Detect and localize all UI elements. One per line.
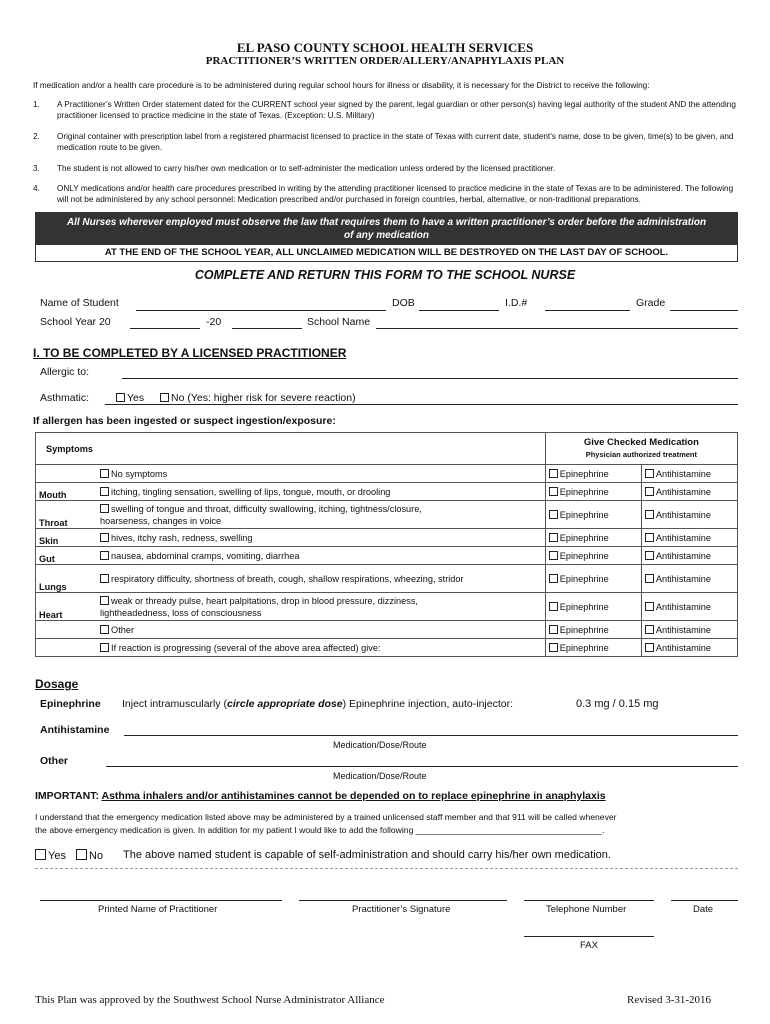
epinephrine-label: Epinephrine — [559, 532, 609, 543]
printed-name-caption: Printed Name of Practitioner — [98, 904, 218, 915]
table-header-row — [36, 433, 738, 465]
epinephrine-checkbox[interactable] — [549, 487, 558, 496]
table-row — [36, 529, 738, 547]
antihistamine-cell[interactable] — [641, 621, 737, 639]
epinephrine-checkbox[interactable] — [549, 625, 558, 634]
signature-caption: Practitioner’s Signature — [352, 904, 451, 915]
symptom-text-cont: hoarseness, changes in voice — [100, 515, 222, 526]
table-row — [36, 593, 738, 621]
symptom-checkbox[interactable] — [100, 469, 109, 478]
symptom-cell[interactable] — [97, 621, 545, 639]
symptom-text: No symptoms — [111, 468, 168, 479]
antihistamine-label: Antihistamine — [655, 468, 711, 479]
id-field[interactable] — [545, 310, 630, 311]
important-label: IMPORTANT: — [35, 790, 99, 802]
antihistamine-checkbox[interactable] — [645, 625, 654, 634]
footer-approved: This Plan was approved by the Southwest School Nurse Administrator Alliance — [35, 994, 385, 1006]
section-1-title: I. TO BE COMPLETED BY A LICENSED PRACTITIONER — [33, 346, 347, 360]
symptom-checkbox[interactable] — [100, 504, 109, 513]
symptom-text: respiratory difficulty, shortness of breath, cough, shallow respirations, wheezing, stridor — [111, 573, 464, 584]
grade-field[interactable] — [670, 310, 738, 311]
fax-caption: FAX — [580, 940, 598, 951]
antihistamine-cell[interactable] — [641, 529, 737, 547]
symptom-area — [36, 621, 98, 639]
self-admin-yes-checkbox[interactable] — [35, 849, 46, 860]
self-admin-text: The above named student is capable of self-administration and should carry his/her own medication. — [123, 849, 611, 861]
antihistamine-cell[interactable] — [641, 501, 737, 529]
symptom-checkbox[interactable] — [100, 487, 109, 496]
antihistamine-checkbox[interactable] — [645, 574, 654, 583]
epinephrine-checkbox[interactable] — [549, 551, 558, 560]
symptom-cell[interactable] — [97, 529, 545, 547]
telephone-field[interactable] — [524, 900, 654, 901]
table-row — [36, 621, 738, 639]
symptom-cell[interactable] — [97, 639, 545, 657]
self-admin-no-label: No — [89, 850, 104, 862]
dosage-title: Dosage — [35, 677, 79, 691]
symptom-text: itching, tingling sensation, swelling of lips, tongue, mouth, or drooling — [111, 486, 391, 497]
epinephrine-cell[interactable] — [545, 483, 641, 501]
antihistamine-cell[interactable] — [641, 547, 737, 565]
symptom-text: swelling of tongue and throat, difficulty swallowing, itching, tightness/closure, — [111, 503, 422, 514]
allergic-field[interactable] — [122, 378, 738, 379]
banner-line-1: All Nurses wherever employed must observe the law that requires them to have a written practitioner’s order before the administration — [66, 217, 707, 228]
req-num-3: 3. — [33, 164, 40, 173]
intro-text: If medication and/or a health care procedure is to be administered during regular school hours for illness or disability, it is necessary for the District to receive the following: — [33, 81, 650, 90]
epinephrine-cell[interactable] — [545, 639, 641, 657]
antihistamine-label: Antihistamine — [655, 601, 711, 612]
symptom-area: Throat — [36, 501, 98, 529]
req-text-3: The student is not allowed to carry his/her own medication or to self-administer the medication unless ordered by the licensed practitioner. — [57, 164, 556, 173]
req-num-2: 2. — [33, 132, 40, 141]
symptom-area — [36, 465, 98, 483]
self-admin-yes-label: Yes — [48, 850, 66, 862]
symptom-checkbox[interactable] — [100, 574, 109, 583]
antihistamine-label: Antihistamine — [40, 724, 110, 736]
asthmatic-line — [105, 404, 738, 405]
epinephrine-cell[interactable] — [545, 621, 641, 639]
date-field[interactable] — [671, 900, 738, 901]
dosage-epi-label: Epinephrine — [40, 698, 101, 710]
ingested-heading: If allergen has been ingested or suspect ingestion/exposure: — [33, 415, 336, 427]
asthmatic-yes-option[interactable] — [116, 392, 144, 404]
symptom-area: Gut — [36, 547, 98, 565]
symptom-text: weak or thready pulse, heart palpitations, drop in blood pressure, dizziness, — [111, 595, 418, 606]
epinephrine-checkbox[interactable] — [549, 533, 558, 542]
complete-return-heading: COMPLETE AND RETURN THIS FORM TO THE SCHOOL NURSE — [194, 268, 576, 282]
asthmatic-no-checkbox[interactable] — [160, 393, 169, 402]
other-dosage-field[interactable] — [106, 766, 738, 767]
epinephrine-label: Epinephrine — [559, 486, 609, 497]
antihistamine-caption: Medication/Dose/Route — [333, 740, 427, 750]
antihistamine-checkbox[interactable] — [645, 602, 654, 611]
other-caption: Medication/Dose/Route — [333, 771, 427, 781]
symptom-cell[interactable] — [97, 593, 545, 621]
self-admin-no-checkbox[interactable] — [76, 849, 87, 860]
nurse-law-banner — [35, 212, 738, 244]
end-of-year-notice: AT THE END OF THE SCHOOL YEAR, ALL UNCLAIMED MEDICATION WILL BE DESTROYED ON THE LAST DAY OF SCHOOL. — [35, 244, 738, 262]
date-caption: Date — [693, 904, 714, 915]
epinephrine-cell[interactable] — [545, 593, 641, 621]
antihistamine-cell[interactable] — [641, 593, 737, 621]
self-admin-yes-option[interactable] — [35, 849, 66, 862]
antihistamine-label: Antihistamine — [655, 624, 711, 635]
give-header: Give Checked Medication — [583, 436, 699, 448]
symptom-cell[interactable] — [97, 547, 545, 565]
table-row — [36, 565, 738, 593]
antihistamine-label: Antihistamine — [655, 509, 711, 520]
symptom-checkbox[interactable] — [100, 551, 109, 560]
epinephrine-label: Epinephrine — [559, 624, 609, 635]
antihistamine-cell[interactable] — [641, 483, 737, 501]
antihistamine-field[interactable] — [124, 735, 738, 736]
inject-text-a: Inject intramuscularly ( — [122, 698, 228, 710]
student-name-field[interactable] — [136, 310, 386, 311]
req-num-4: 4. — [33, 184, 40, 193]
symptom-checkbox[interactable] — [100, 533, 109, 542]
dob-label: DOB — [392, 297, 415, 309]
printed-name-field[interactable] — [40, 900, 282, 901]
epinephrine-label: Epinephrine — [559, 509, 609, 520]
epinephrine-cell[interactable] — [545, 565, 641, 593]
antihistamine-cell[interactable] — [641, 565, 737, 593]
antihistamine-label: Antihistamine — [655, 642, 711, 653]
antihistamine-checkbox[interactable] — [645, 533, 654, 542]
footer-revised: Revised 3-31-2016 — [627, 994, 712, 1006]
asthmatic-yes-label: Yes — [127, 392, 145, 404]
banner-line-2: of any medication — [343, 230, 429, 241]
important-note — [35, 790, 606, 802]
self-admin-no-option[interactable] — [76, 849, 103, 862]
give-header-cell — [545, 433, 737, 465]
symptom-area: Mouth — [36, 483, 98, 501]
epinephrine-cell[interactable] — [545, 465, 641, 483]
epinephrine-cell[interactable] — [545, 529, 641, 547]
req-text-4: ONLY medications and/or health care procedures prescribed in writing by the attending practitioner licensed to practice medicine in the state of Texas are to be administered. The following will not be administered by any school personnel: Medication prescribed and/or purchased in foreign countries, herbal, alternative, or non-traditional preparations. — [57, 184, 734, 204]
symptom-checkbox[interactable] — [100, 643, 109, 652]
important-text: Asthma inhalers and/or antihistamines cannot be depended on to replace epinephrine in anaphylaxis — [101, 790, 606, 802]
dob-field[interactable] — [419, 310, 499, 311]
understand-line-2: the above emergency medication is given. In addition for my patient I would like to add the following _______________________________________. — [35, 825, 605, 835]
epinephrine-label: Epinephrine — [559, 642, 609, 653]
inject-text-c: ) Epinephrine injection, auto-injector: — [342, 698, 514, 710]
page-title: EL PASO COUNTY SCHOOL HEALTH SERVICES — [236, 40, 534, 55]
school-name-field[interactable] — [376, 328, 738, 329]
epi-instruction — [122, 698, 513, 710]
epinephrine-cell[interactable] — [545, 501, 641, 529]
antihistamine-label: Antihistamine — [655, 486, 711, 497]
allergic-label: Allergic to: — [40, 366, 90, 378]
symptoms-header: Symptoms — [36, 433, 546, 465]
symptom-area: Lungs — [36, 565, 98, 593]
epinephrine-checkbox[interactable] — [549, 574, 558, 583]
symptom-checkbox[interactable] — [100, 596, 109, 605]
epi-dose-options[interactable]: 0.3 mg / 0.15 mg — [576, 698, 659, 710]
symptom-text: Other — [111, 624, 135, 635]
antihistamine-label: Antihistamine — [655, 573, 711, 584]
symptoms-table — [35, 432, 738, 657]
school-year-dash: -20 — [206, 316, 222, 328]
antihistamine-checkbox[interactable] — [645, 469, 654, 478]
symptom-checkbox[interactable] — [100, 625, 109, 634]
epinephrine-cell[interactable] — [545, 547, 641, 565]
antihistamine-label: Antihistamine — [655, 532, 711, 543]
grade-label: Grade — [636, 297, 666, 309]
school-name-label: School Name — [307, 316, 371, 328]
table-row — [36, 639, 738, 657]
symptom-cell[interactable] — [97, 483, 545, 501]
symptom-cell[interactable] — [97, 465, 545, 483]
student-name-label: Name of Student — [40, 297, 119, 309]
school-year-label: School Year 20 — [40, 316, 111, 328]
symptom-text: nausea, abdominal cramps, vomiting, diarrhea — [111, 550, 300, 561]
antihistamine-cell[interactable] — [641, 639, 737, 657]
antihistamine-checkbox[interactable] — [645, 487, 654, 496]
table-row — [36, 465, 738, 483]
symptom-area: Heart — [36, 593, 98, 621]
school-year-start-field[interactable] — [130, 328, 200, 329]
epinephrine-checkbox[interactable] — [549, 643, 558, 652]
inject-text-b: circle appropriate dose — [227, 698, 343, 710]
antihistamine-checkbox[interactable] — [645, 551, 654, 560]
epinephrine-label: Epinephrine — [559, 573, 609, 584]
req-num-1: 1. — [33, 100, 40, 109]
req-text-1: A Practitioner’s Written Order statement dated for the CURRENT school year signed by the parent, legal guardian or other person(s) having legal authority of the student AND the attending practitioner licensed to practice medicine in the state of Texas. (Exception: U.S. Military) — [57, 100, 736, 120]
antihistamine-checkbox[interactable] — [645, 510, 654, 519]
symptom-cell[interactable] — [97, 565, 545, 593]
epinephrine-label: Epinephrine — [559, 468, 609, 479]
school-year-end-field[interactable] — [232, 328, 302, 329]
telephone-caption: Telephone Number — [546, 904, 627, 915]
understand-line-1: I understand that the emergency medication listed above may be administered by a trained unlicensed staff member and that 911 will be called whenever — [35, 812, 617, 822]
table-row — [36, 547, 738, 565]
id-label: I.D.# — [505, 297, 528, 309]
give-subheader: Physician authorized treatment — [585, 449, 697, 459]
epinephrine-checkbox[interactable] — [549, 469, 558, 478]
epinephrine-label: Epinephrine — [559, 550, 609, 561]
fax-field[interactable] — [524, 936, 654, 937]
other-dosage-label: Other — [40, 755, 69, 767]
antihistamine-checkbox[interactable] — [645, 643, 654, 652]
signature-field[interactable] — [299, 900, 507, 901]
page-subtitle: PRACTITIONER’S WRITTEN ORDER/ALLERY/ANAPHYLAXIS PLAN — [205, 55, 565, 67]
symptom-text: If reaction is progressing (several of the above area affected) give: — [111, 642, 381, 653]
asthmatic-no-option[interactable] — [160, 392, 356, 404]
table-row — [36, 501, 738, 529]
req-text-2: Original container with prescription label from a registered pharmacist licensed to practice in the state of Texas with current date, student’s name, dose to be given, time(s) to be given, and medication route to be given. — [57, 132, 734, 152]
symptom-cell[interactable] — [97, 501, 545, 529]
symptom-text-cont: lightheadedness, loss of consciousness — [100, 607, 262, 618]
asthmatic-no-label: No (Yes: higher risk for severe reaction) — [171, 392, 356, 404]
antihistamine-label: Antihistamine — [655, 550, 711, 561]
asthmatic-label: Asthmatic: — [40, 392, 90, 404]
symptom-area: Skin — [36, 529, 98, 547]
antihistamine-cell[interactable] — [641, 465, 737, 483]
epinephrine-checkbox[interactable] — [549, 602, 558, 611]
asthmatic-yes-checkbox[interactable] — [116, 393, 125, 402]
epinephrine-label: Epinephrine — [559, 601, 609, 612]
epinephrine-checkbox[interactable] — [549, 510, 558, 519]
separator — [35, 868, 738, 869]
symptom-area — [36, 639, 98, 657]
table-row — [36, 483, 738, 501]
symptom-text: hives, itchy rash, redness, swelling — [111, 532, 253, 543]
